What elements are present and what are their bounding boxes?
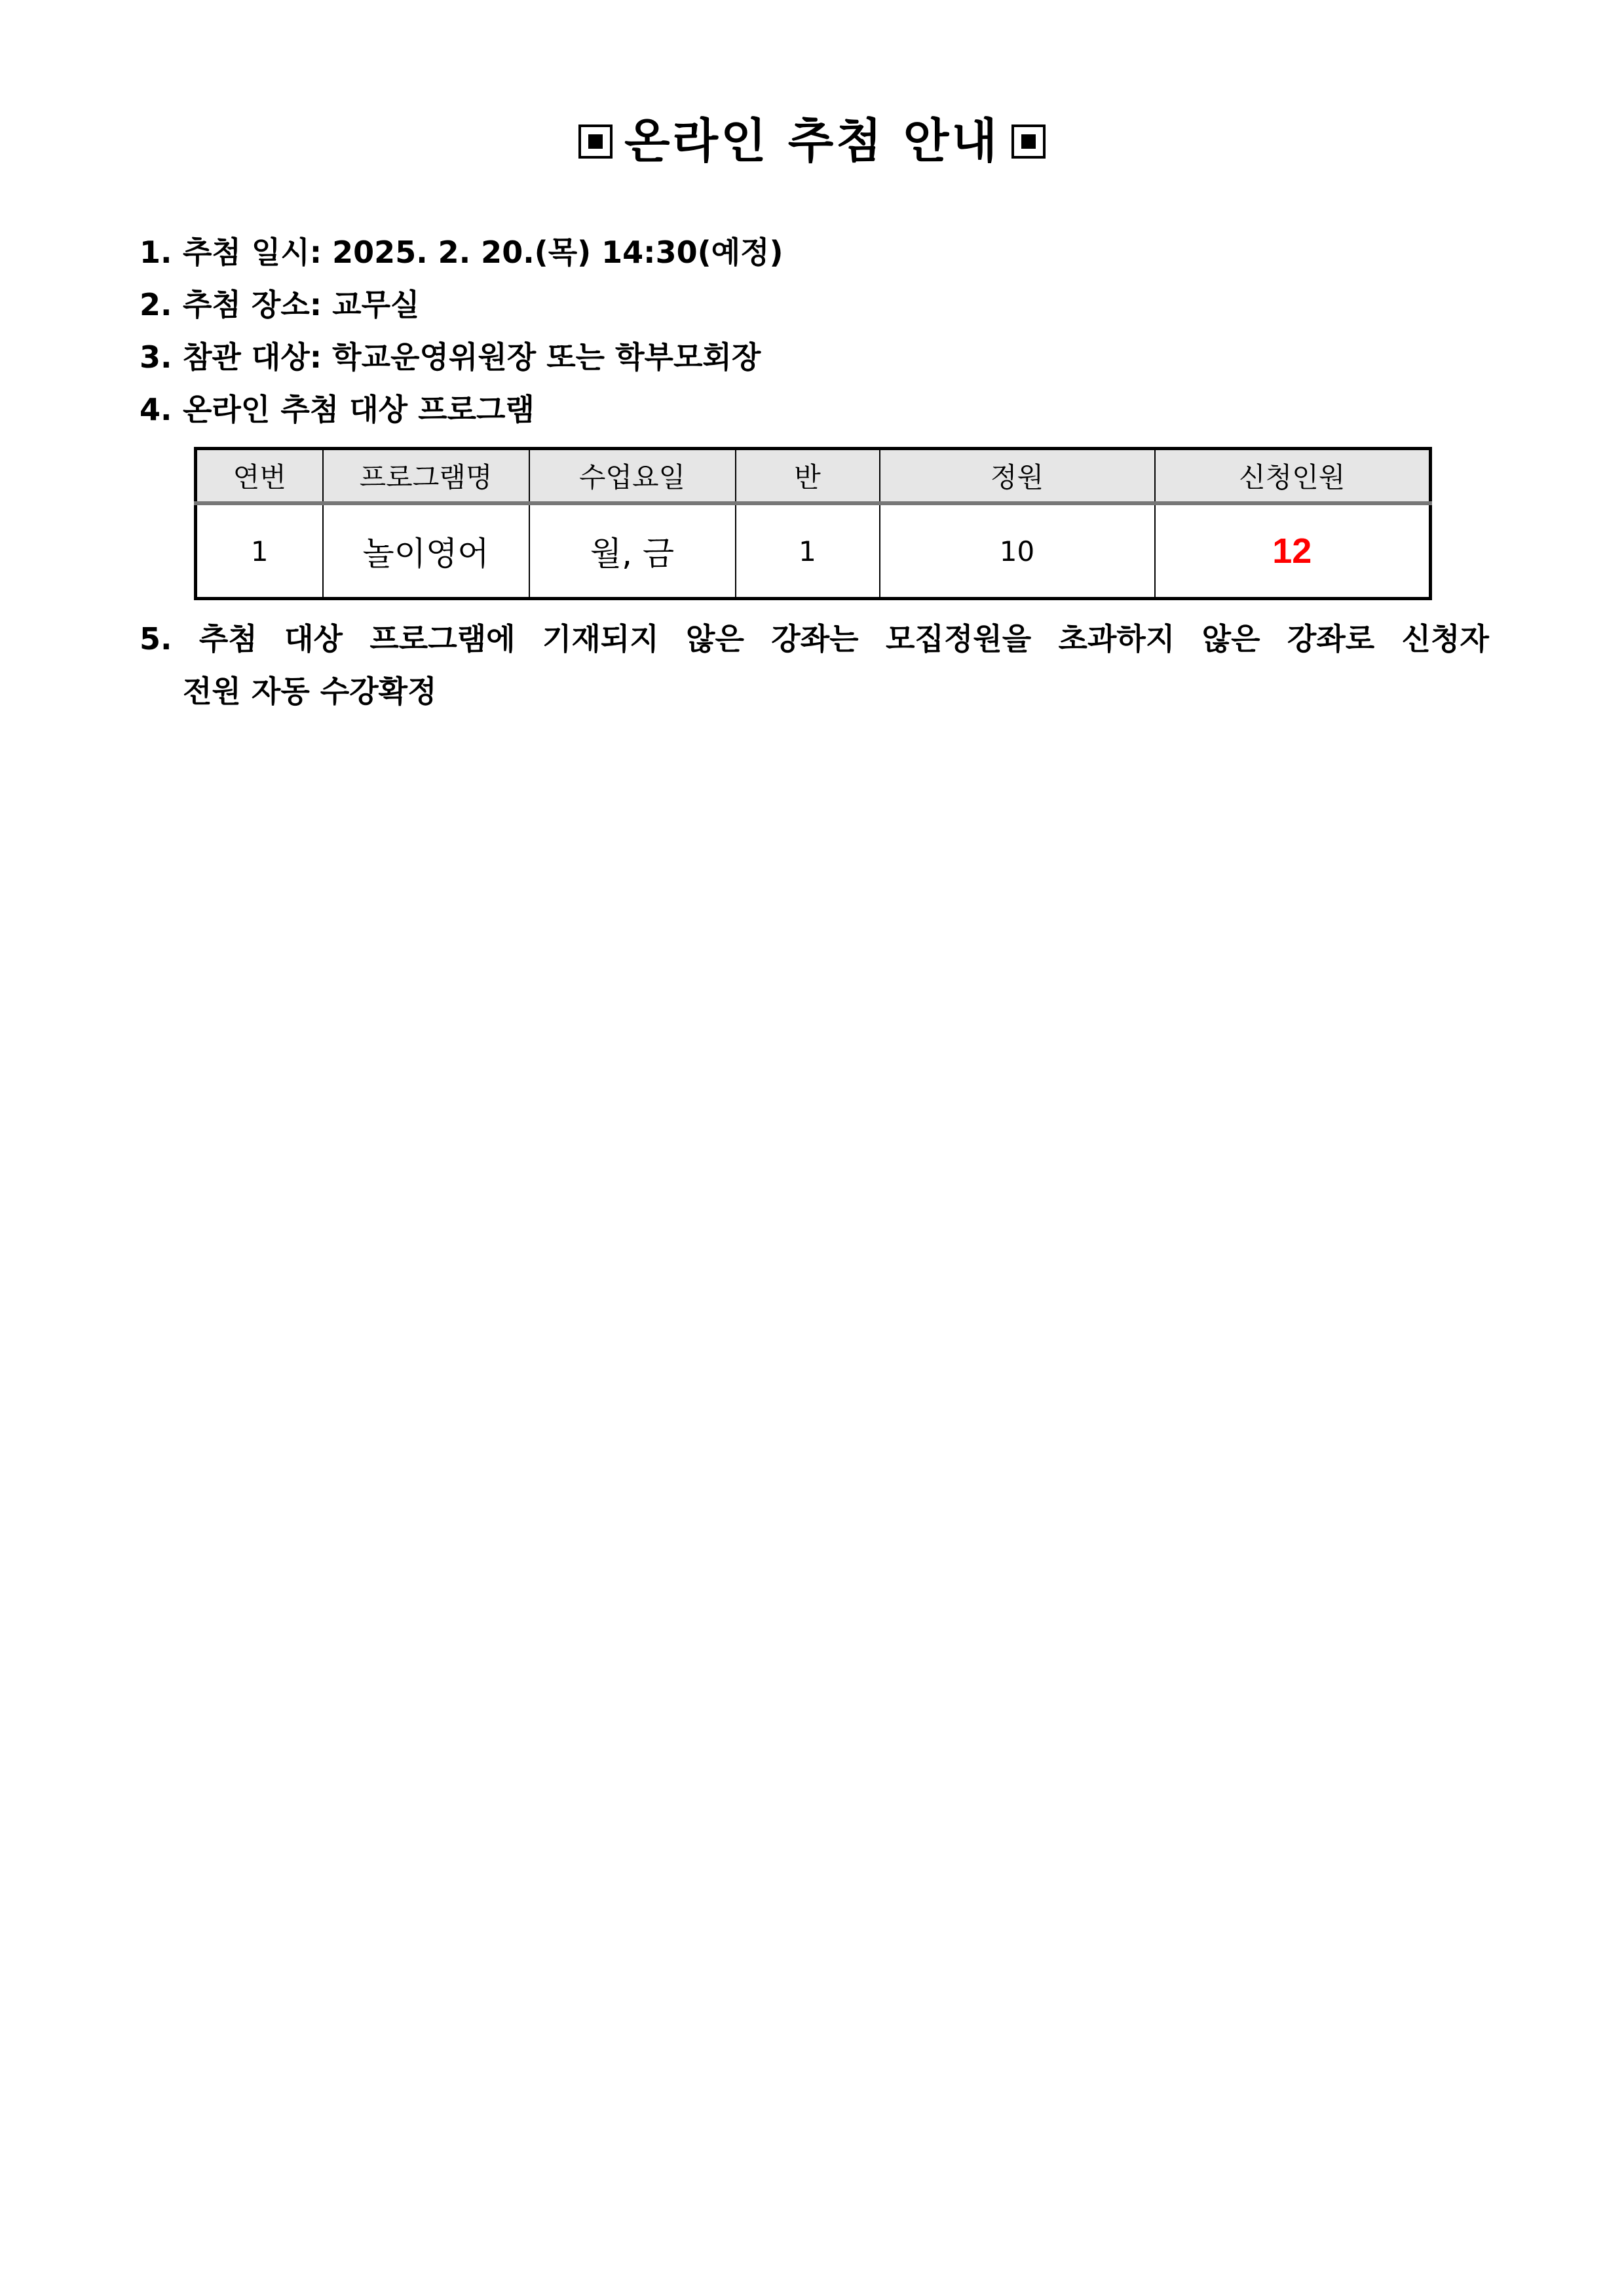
item-word: 신청자	[1401, 621, 1489, 657]
list-item	[140, 383, 535, 436]
item-word: 초과하지	[1058, 621, 1175, 657]
item-word: 프로그램에	[369, 621, 516, 657]
col-header-no: 연번	[196, 449, 323, 504]
item-word: 모집정원을	[885, 621, 1032, 657]
page-title	[0, 105, 1624, 177]
page-title-text: 온라인 추첨 안내	[624, 113, 1000, 168]
col-header-applicants: 신청인원	[1155, 449, 1431, 504]
cell-applicants: 12	[1155, 503, 1431, 599]
item-text: 전원 자동 수강확정	[183, 674, 437, 709]
item-number: 1.	[140, 235, 172, 270]
item-word: 추첨	[198, 621, 257, 657]
item-text: 추첨 장소: 교무실	[183, 287, 420, 322]
cell-program: 놀이영어	[323, 503, 529, 599]
item-text: 추첨 일시: 2025. 2. 20.(목) 14:30(예정)	[183, 235, 784, 270]
col-header-capacity: 정원	[880, 449, 1155, 504]
item-text: 참관 대상: 학교운영위원장 또는 학부모회장	[183, 339, 761, 375]
item-text: 온라인 추첨 대상 프로그램	[183, 392, 535, 427]
item-line	[140, 613, 1489, 665]
list-item	[140, 613, 1489, 718]
square-bullet-icon	[1011, 124, 1046, 159]
item-number: 3.	[140, 339, 172, 375]
col-header-program: 프로그램명	[323, 449, 529, 504]
item-word: 강좌는	[771, 621, 859, 657]
item-word: 않은	[686, 621, 744, 657]
item-word: 강좌로	[1287, 621, 1375, 657]
table-row	[196, 503, 1431, 599]
cell-days: 월, 금	[529, 503, 736, 599]
item-word: 대상	[284, 621, 343, 657]
col-header-class: 반	[736, 449, 880, 504]
program-table	[194, 447, 1432, 600]
square-bullet-icon	[578, 124, 613, 159]
item-number: 5.	[140, 621, 172, 657]
list-item	[140, 331, 761, 383]
item-word: 기재되지	[542, 621, 659, 657]
col-header-days: 수업요일	[529, 449, 736, 504]
list-item	[140, 226, 784, 278]
cell-no: 1	[250, 535, 269, 567]
item-number: 4.	[140, 392, 172, 427]
cell-capacity: 10	[880, 503, 1155, 599]
list-item	[140, 278, 419, 331]
cell-class: 1	[736, 503, 880, 599]
table-header-row	[196, 449, 1431, 504]
item-number: 2.	[140, 287, 172, 322]
item-word: 않은	[1201, 621, 1260, 657]
